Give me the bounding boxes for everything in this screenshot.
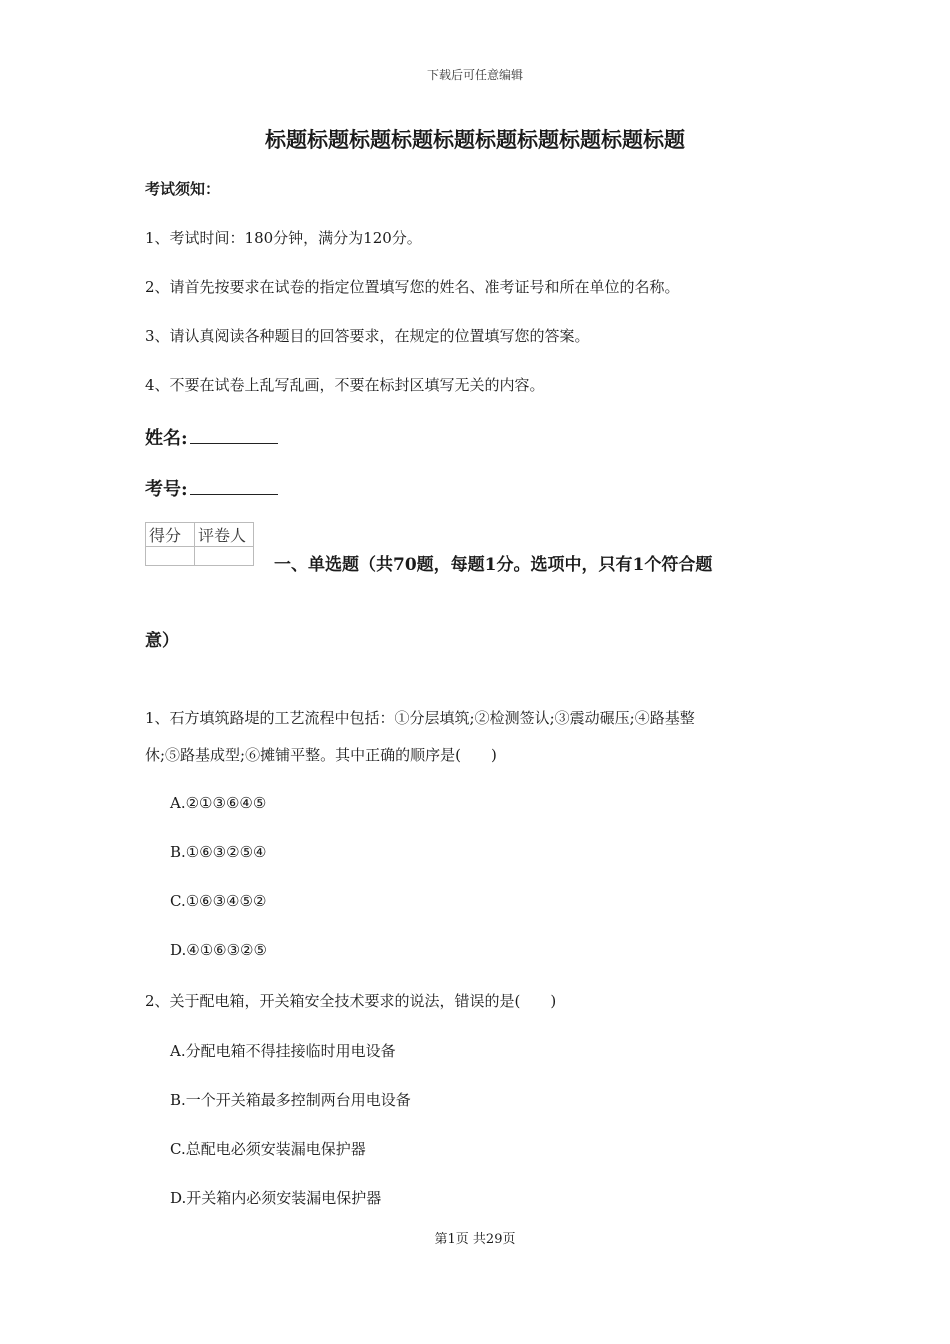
section-title-tail: 意） [145, 631, 179, 651]
question-1-option-d: D.④①⑥③②⑤ [170, 941, 267, 959]
score-table [145, 522, 254, 566]
question-2-option-a: A.分配电箱不得挂接临时用电设备 [170, 1042, 396, 1060]
page-footer: 第1页 共29页 [434, 1232, 516, 1247]
notice-rule-1: 1、考试时间：180分钟，满分为120分。 [145, 229, 422, 247]
page-title: 标题标题标题标题标题标题标题标题标题标题 [265, 127, 685, 152]
name-field [145, 424, 278, 450]
score-cell [146, 547, 195, 566]
notice-rule-3: 3、请认真阅读各种题目的回答要求，在规定的位置填写您的答案。 [145, 327, 590, 345]
notice-rule-2: 2、请首先按要求在试卷的指定位置填写您的姓名、准考证号和所在单位的名称。 [145, 278, 680, 296]
question-2-line-1: 2、关于配电箱，开关箱安全技术要求的说法，错误的是( ) [145, 992, 557, 1010]
section-title: 一、单选题（共70题，每题1分。选项中，只有1个符合题 [274, 555, 713, 575]
header-note: 下载后可任意编辑 [426, 68, 523, 82]
question-2-option-d: D.开关箱内必须安装漏电保护器 [170, 1189, 382, 1207]
question-2-option-b: B.一个开关箱最多控制两台用电设备 [170, 1091, 411, 1109]
name-blank [190, 427, 278, 444]
question-2-option-c: C.总配电必须安装漏电保护器 [170, 1140, 366, 1158]
grader-cell [195, 547, 254, 566]
score-header: 得分 [146, 523, 195, 547]
id-blank [190, 478, 278, 495]
notice-heading: 考试须知： [145, 180, 221, 198]
id-label: 考号: [145, 479, 188, 500]
id-field [145, 475, 278, 501]
question-1-line-2: 休;⑤路基成型;⑥摊铺平整。其中正确的顺序是( ) [145, 746, 497, 764]
name-label: 姓名: [145, 428, 188, 449]
question-1-option-c: C.①⑥③④⑤② [170, 892, 267, 910]
question-1-option-a: A.②①③⑥④⑤ [170, 794, 267, 812]
question-1-line-1: 1、石方填筑路堤的工艺流程中包括：①分层填筑;②检测签认;③震动碾压;④路基整 [145, 709, 695, 727]
question-1-option-b: B.①⑥③②⑤④ [170, 843, 267, 861]
grader-header: 评卷人 [195, 523, 254, 547]
notice-rule-4: 4、不要在试卷上乱写乱画，不要在标封区填写无关的内容。 [145, 376, 545, 394]
